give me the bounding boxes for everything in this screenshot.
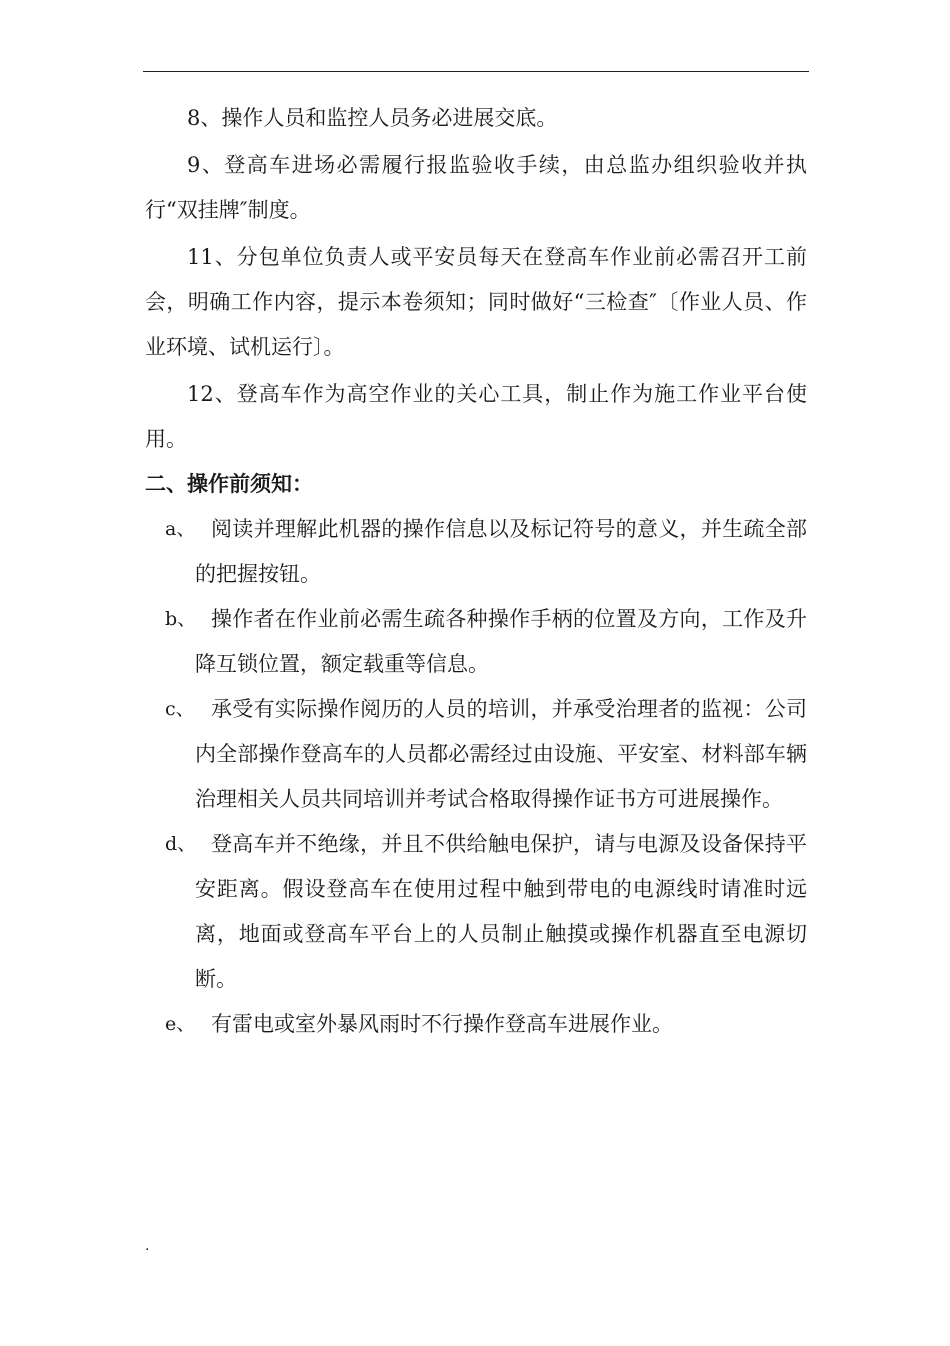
list-marker: e、 <box>165 1013 196 1035</box>
list-item-b <box>145 597 807 687</box>
list-marker: b、 <box>165 608 197 630</box>
section-heading: 二、操作前须知： <box>145 472 313 496</box>
document-body <box>145 96 807 1047</box>
paragraph-item-12: 12、登高车作为高空作业的关心工具，制止作为施工作业平台使用。 <box>145 382 807 451</box>
list-item-text: 操作者在作业前必需生疏各种操作手柄的位置及方向，工作及升降互锁位置，额定载重等信息。 <box>195 607 807 676</box>
list-item-a <box>145 507 807 597</box>
footer-mark: . <box>145 1238 150 1254</box>
list-marker: d、 <box>165 833 197 855</box>
list-item-text: 有雷电或室外暴风雨时不行操作登高车进展作业。 <box>211 1012 673 1036</box>
list-item-text: 登高车并不绝缘，并且不供给触电保护，请与电源及设备保持平安距离。假设登高车在使用过程中触到带电的电源线时请准时远离，地面或登高车平台上的人员制止触摸或操作机器直至电源切断。 <box>195 832 807 991</box>
list-item-d <box>145 822 807 1002</box>
list-item-text: 阅读并理解此机器的操作信息以及标记符号的意义，并生疏全部的把握按钮。 <box>195 517 807 586</box>
list-marker: c、 <box>165 698 195 720</box>
paragraph-item-11: 11、分包单位负责人或平安员每天在登高车作业前必需召开工前会，明确工作内容，提示本卷须知；同时做好“三检查″〔作业人员、作业环境、试机运行〕。 <box>145 245 807 359</box>
header-rule <box>143 71 809 72</box>
list-item-text: 承受有实际操作阅历的人员的培训，并承受治理者的监视：公司内全部操作登高车的人员都必需经过由设施、平安室、材料部车辆治理相关人员共同培训并考试合格取得操作证书方可进展操作。 <box>195 697 807 811</box>
list-item-e <box>145 1002 807 1047</box>
list-marker: a、 <box>165 518 196 540</box>
paragraph-item-9: 9、登高车进场必需履行报监验收手续，由总监办组织验收并执行“双挂牌″制度。 <box>145 153 807 222</box>
paragraph-item-8: 8、操作人员和监控人员务必进展交底。 <box>187 106 558 130</box>
list-item-c <box>145 687 807 822</box>
